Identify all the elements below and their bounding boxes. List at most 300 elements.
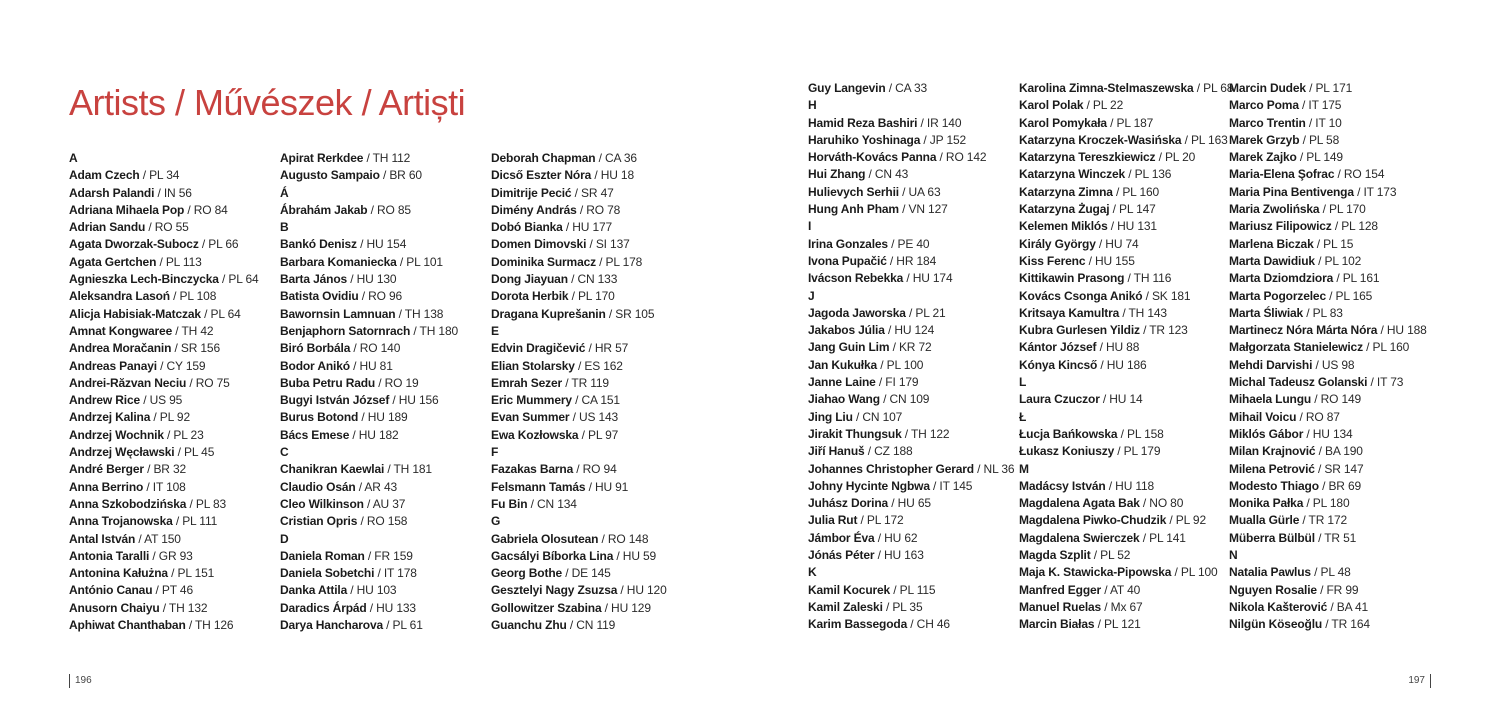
country-page-ref: / PL 149	[1296, 150, 1343, 165]
artist-name: Jagoda Jaworska	[808, 305, 906, 320]
artist-name: Dimény András	[491, 202, 577, 217]
artist-entry	[69, 358, 274, 375]
artist-entry	[491, 219, 696, 236]
artist-name: Julia Rut	[808, 513, 858, 528]
country-page-ref: / PL 179	[1114, 444, 1161, 459]
artist-name: Milan Krajnović	[1229, 444, 1316, 459]
country-page-ref: / PL 121	[1094, 617, 1141, 632]
artist-name: Gacsályi Bíborka Lina	[491, 548, 614, 563]
artist-name: Marco Poma	[1229, 98, 1299, 113]
artist-name: Kiss Ferenc	[1019, 253, 1086, 268]
artist-name: Alicja Habisiak-Matczak	[69, 306, 201, 321]
artist-entry	[1019, 322, 1224, 339]
country-page-ref: / PL 160	[1112, 184, 1160, 199]
artist-name: Edvin Dragičević	[491, 341, 586, 356]
artist-entry	[491, 409, 696, 426]
artist-name: Hulievych Serhii	[808, 184, 899, 199]
artist-name: Antonina Kałużna	[69, 566, 168, 581]
country-page-ref: / PL 136	[1125, 167, 1172, 182]
artist-entry	[1019, 616, 1224, 633]
country-page-ref: / PL 170	[1319, 202, 1366, 217]
country-page-ref: / BA 41	[1327, 599, 1369, 614]
country-page-ref: / RO 84	[184, 202, 228, 217]
country-page-ref: / AT 40	[1101, 582, 1141, 597]
artist-entry	[1019, 582, 1224, 599]
country-page-ref: / CA 33	[885, 81, 928, 95]
country-page-ref: / TR 123	[1139, 323, 1188, 338]
country-page-ref: / PL 113	[156, 254, 202, 269]
artist-entry	[1229, 409, 1434, 426]
country-page-ref: / HU 65	[888, 496, 931, 511]
artist-entry	[808, 132, 1013, 149]
country-page-ref: / RO 55	[145, 220, 189, 235]
country-page-ref: / RO 87	[1296, 409, 1340, 424]
artist-entry	[1229, 530, 1434, 547]
country-page-ref: / RO 96	[358, 289, 403, 304]
country-page-ref: / RO 94	[573, 462, 617, 477]
index-letter: H	[808, 98, 817, 113]
artist-entry	[1229, 218, 1434, 235]
artist-name: António Canau	[69, 583, 153, 598]
artist-name: Andrew Rice	[69, 393, 141, 408]
artist-entry	[808, 374, 1013, 391]
artist-entry	[808, 409, 1013, 426]
artist-name: Jang Guin Lim	[808, 340, 890, 355]
artist-name: Bankó Denisz	[280, 237, 357, 252]
country-page-ref: / HU 59	[613, 548, 657, 563]
artist-name: Andreas Panayi	[69, 358, 157, 373]
artist-entry	[1229, 443, 1434, 460]
artist-name: Michal Tadeusz Golanski	[1229, 375, 1368, 390]
artist-name: Karim Bassegoda	[808, 617, 908, 632]
artist-name: Maria-Elena Şofrac	[1229, 167, 1335, 182]
artist-entry	[808, 547, 1013, 564]
artist-name: Małgorzata Stanielewicz	[1229, 340, 1363, 355]
artist-name: Deborah Chapman	[491, 151, 596, 165]
artist-name: Monika Pałka	[1229, 496, 1304, 511]
artist-entry	[280, 340, 485, 357]
artist-entry	[1229, 426, 1434, 443]
index-letter: Á	[280, 185, 289, 200]
artist-name: Anna Trojanowska	[69, 514, 173, 529]
artist-entry	[69, 496, 274, 513]
country-page-ref: / PL 128	[1331, 219, 1378, 234]
artist-name: Nguyen Rosalie	[1229, 582, 1317, 597]
country-page-ref: / TR 51	[1314, 530, 1357, 545]
country-page-ref: / RO 19	[375, 375, 419, 390]
country-page-ref: / TH 132	[159, 600, 208, 615]
index-letter: Ł	[1019, 409, 1027, 424]
country-page-ref: / SR 147	[1314, 461, 1364, 476]
country-page-ref: / GR 93	[149, 548, 193, 563]
artist-name: Karol Polak	[1019, 98, 1084, 113]
country-page-ref: / HU 14	[1099, 392, 1143, 407]
artist-entry	[808, 478, 1013, 495]
artist-entry	[491, 236, 696, 253]
artist-entry	[1229, 339, 1434, 356]
artist-entry	[1229, 305, 1434, 322]
country-page-ref: / PL 111	[172, 514, 218, 529]
country-page-ref: / CN 107	[852, 409, 903, 424]
country-page-ref: / IT 178	[374, 566, 417, 581]
country-page-ref: / TH 126	[185, 618, 234, 633]
artist-entry	[491, 306, 696, 323]
artist-name: Elian Stolarsky	[491, 358, 575, 373]
artist-entry	[491, 496, 696, 513]
artist-entry	[491, 479, 696, 496]
artist-entry	[1019, 547, 1224, 564]
country-page-ref: / HU 91	[585, 479, 629, 494]
artist-name: Miklós Gábor	[1229, 426, 1304, 441]
artist-entry	[808, 322, 1013, 339]
artist-name: Marta Śliwiak	[1229, 305, 1304, 320]
artist-entry	[1229, 391, 1434, 408]
artist-name: Hamid Reza Bashiri	[808, 115, 918, 130]
artist-entry	[1019, 305, 1224, 322]
artist-entry	[280, 358, 485, 375]
artist-entry	[1229, 599, 1434, 616]
artist-entry	[808, 115, 1013, 132]
artist-entry	[491, 185, 696, 202]
artist-column-5	[1019, 80, 1234, 634]
artist-name: Cristian Opris	[280, 514, 358, 529]
country-page-ref: / PL 23	[163, 427, 204, 442]
artist-entry	[280, 461, 485, 478]
country-page-ref: / RO 75	[186, 375, 230, 390]
country-page-ref: / PL 160	[1362, 340, 1410, 355]
artist-entry	[1019, 339, 1224, 356]
country-page-ref: / CY 159	[156, 358, 206, 373]
country-page-ref: / TH 138	[395, 306, 444, 321]
artist-entry	[1229, 253, 1434, 270]
artist-entry	[280, 167, 485, 184]
artist-name: Andrzej Wochnik	[69, 427, 164, 442]
artist-name: Kamil Kocurek	[808, 582, 891, 597]
artist-entry	[69, 531, 274, 548]
artist-entry	[808, 270, 1013, 287]
index-letter: N	[1229, 548, 1238, 563]
artist-entry	[1019, 253, 1224, 270]
artist-entry	[1019, 599, 1224, 616]
artist-entry	[1229, 166, 1434, 183]
artist-entry	[1019, 149, 1224, 166]
page-number-right: 197	[1408, 674, 1431, 688]
country-page-ref: / PL 64	[200, 306, 241, 321]
artist-name: Eric Mummery	[491, 393, 572, 408]
country-page-ref: / TH 116	[1124, 271, 1172, 286]
artist-entry	[280, 479, 485, 496]
artist-entry	[491, 461, 696, 478]
artist-entry	[808, 512, 1013, 529]
country-page-ref: / PL 163	[1181, 132, 1228, 147]
country-page-ref: / TR 119	[562, 375, 609, 390]
artist-name: Emrah Sezer	[491, 375, 563, 390]
country-page-ref: / HR 184	[886, 253, 937, 268]
artist-name: Buba Petru Radu	[280, 375, 376, 390]
artist-entry	[808, 184, 1013, 201]
artist-name: Martinecz Nóra Márta Nóra	[1229, 323, 1378, 338]
country-page-ref: / PL 187	[1106, 115, 1154, 130]
country-page-ref: / VN 127	[898, 202, 948, 217]
artist-name: Dicső Eszter Nóra	[491, 168, 592, 183]
country-page-ref: / CN 43	[865, 167, 909, 182]
artist-name: Karolina Zimna-Stelmaszewska	[1019, 81, 1194, 95]
country-page-ref: / IN 56	[154, 185, 192, 200]
artist-name: Katarzyna Kroczek-Wasińska	[1019, 132, 1182, 147]
artist-entry	[1229, 149, 1434, 166]
artist-entry	[69, 600, 274, 617]
country-page-ref: / NL 36	[974, 461, 1015, 476]
artist-entry	[69, 375, 274, 392]
country-page-ref: / PL 68	[1193, 81, 1234, 95]
artist-name: Agnieszka Lech-Binczycka	[69, 272, 219, 287]
index-letter: F	[491, 445, 499, 460]
artist-entry	[280, 202, 485, 219]
artist-name: Anusorn Chaiyu	[69, 600, 160, 615]
artist-name: Janne Laine	[808, 375, 876, 390]
artist-name: Maria Zwolińska	[1229, 202, 1320, 217]
artist-entry	[69, 254, 274, 271]
country-page-ref: / TH 122	[901, 426, 950, 441]
country-page-ref: / PL 92	[1166, 513, 1206, 528]
country-page-ref: / SR 47	[571, 185, 614, 200]
country-page-ref: / PL 52	[1090, 548, 1131, 563]
artist-name: Maja K. Stawicka-Pipowska	[1019, 565, 1172, 580]
artist-name: Horváth-Kovács Panna	[808, 150, 937, 165]
artist-name: Claudio Osán	[280, 479, 356, 494]
artist-name: Andrea Moračanin	[69, 341, 172, 356]
artist-entry	[1019, 236, 1224, 253]
artist-entry	[808, 426, 1013, 443]
artist-name: Bugyi István József	[280, 393, 390, 408]
artist-entry	[1019, 80, 1234, 97]
artist-entry	[1229, 184, 1434, 201]
country-page-ref: / TH 143	[1119, 305, 1167, 320]
artist-entry	[1229, 115, 1434, 132]
artist-entry	[1019, 115, 1224, 132]
artist-entry	[280, 271, 485, 288]
artist-entry	[1229, 80, 1434, 97]
artist-name: Aleksandra Lasoń	[69, 289, 170, 304]
artist-entry	[69, 340, 274, 357]
artist-name: Biró Borbála	[280, 341, 351, 356]
country-page-ref: / HU 120	[617, 583, 667, 598]
country-page-ref: / HU 174	[903, 271, 953, 286]
country-page-ref: / HR 57	[585, 341, 629, 356]
country-page-ref: / PL 101	[396, 254, 443, 269]
country-page-ref: / HU 133	[366, 600, 416, 615]
artist-name: Barbara Komaniecka	[280, 254, 397, 269]
artist-name: Laura Czuczor	[1019, 392, 1100, 407]
country-page-ref: / SI 137	[586, 237, 630, 252]
country-page-ref: / TH 181	[384, 462, 432, 477]
artist-name: Georg Bothe	[491, 566, 563, 581]
artist-name: Kántor József	[1019, 340, 1097, 355]
artist-entry	[808, 391, 1013, 408]
artist-name: Király György	[1019, 236, 1096, 251]
artist-entry	[280, 496, 485, 513]
artist-entry	[808, 443, 1013, 460]
artist-name: Nikola Kašterović	[1229, 599, 1328, 614]
artist-column-4	[808, 80, 1013, 634]
page-number-left: 196	[69, 674, 92, 688]
artist-name: Dimitrije Pecić	[491, 185, 572, 200]
artist-column-2	[280, 150, 485, 634]
country-page-ref: / TH 180	[410, 323, 459, 338]
artist-entry	[69, 548, 274, 565]
artist-entry	[491, 617, 696, 634]
country-page-ref: / CA 36	[595, 151, 637, 165]
artist-name: Guanchu Zhu	[491, 618, 567, 633]
artist-entry	[808, 253, 1013, 270]
artist-name: Mehdi Darvishi	[1229, 357, 1313, 372]
country-page-ref: / TR 164	[1322, 617, 1370, 632]
artist-name: Karol Pomykała	[1019, 115, 1107, 130]
country-page-ref: / HU 189	[358, 410, 408, 425]
artist-entry	[280, 548, 485, 565]
artist-name: Maria Pina Bentivenga	[1229, 184, 1354, 199]
country-page-ref: / PL 83	[186, 496, 227, 511]
artist-name: Marta Pogorzelec	[1229, 288, 1326, 303]
artist-name: Marcin Białas	[1019, 617, 1095, 632]
artist-name: Jing Liu	[808, 409, 853, 424]
artist-entry	[491, 600, 696, 617]
artist-name: Ábrahám Jakab	[280, 202, 368, 217]
artist-entry	[69, 288, 274, 305]
artist-entry	[280, 392, 485, 409]
country-page-ref: / PL 61	[383, 618, 423, 633]
artist-name: Kónya Kincső	[1019, 357, 1098, 372]
artist-name: Natalia Pawlus	[1229, 565, 1311, 580]
artist-entry	[69, 513, 274, 530]
index-letter: B	[280, 220, 289, 235]
country-page-ref: / PL 22	[1083, 98, 1124, 113]
artist-entry	[1019, 201, 1224, 218]
artist-name: Jirakit Thungsuk	[808, 426, 902, 441]
artist-name: Manfred Egger	[1019, 582, 1102, 597]
artist-name: Kelemen Miklós	[1019, 219, 1108, 234]
artist-entry	[69, 167, 274, 184]
country-page-ref: / RO 85	[367, 202, 411, 217]
country-page-ref: / HU 74	[1095, 236, 1139, 251]
artist-name: Dong Jiayuan	[491, 272, 568, 287]
artist-column-6	[1229, 80, 1434, 634]
country-page-ref: / BR 60	[379, 168, 422, 183]
country-page-ref: / HU 131	[1107, 219, 1157, 234]
country-page-ref: / TR 172	[1299, 513, 1348, 528]
artist-name: Jakabos Júlia	[808, 323, 885, 338]
artist-name: Johannes Christopher Gerard	[808, 461, 974, 476]
country-page-ref: / PL 58	[1299, 132, 1340, 147]
artist-name: Andrei-Răzvan Neciu	[69, 375, 187, 390]
country-page-ref: / PL 180	[1303, 496, 1350, 511]
artist-entry	[808, 149, 1013, 166]
country-page-ref: / HU 177	[562, 220, 613, 235]
artist-name: Dorota Herbik	[491, 289, 569, 304]
country-page-ref: / IT 108	[143, 479, 186, 494]
artist-entry	[808, 166, 1013, 183]
artist-name: Adriana Mihaela Pop	[69, 202, 185, 217]
index-letter: I	[808, 219, 812, 234]
artist-entry	[1229, 512, 1434, 529]
artist-name: Barta János	[280, 272, 348, 287]
artist-entry	[491, 392, 696, 409]
country-page-ref: / Mx 67	[1101, 599, 1143, 614]
country-page-ref: / HU 129	[601, 600, 651, 615]
artist-entry	[1019, 270, 1224, 287]
artist-name: Magdalena Swierczek	[1019, 530, 1140, 545]
country-page-ref: / PL 20	[1155, 150, 1196, 165]
country-page-ref: / TH 112	[363, 151, 411, 165]
index-letter: A	[69, 151, 78, 165]
artist-name: Kovács Csonga Anikó	[1019, 288, 1143, 303]
artist-name: Ivácson Rebekka	[808, 271, 904, 286]
country-page-ref: / PL 161	[1333, 271, 1380, 286]
country-page-ref: / BR 32	[143, 462, 187, 477]
country-page-ref: / RO 140	[350, 341, 401, 356]
artist-name: Jiří Hanuš	[808, 444, 865, 459]
page-title: Artists / Művészek / Artiști	[69, 82, 466, 123]
artist-entry	[280, 513, 485, 530]
right-page	[750, 0, 1500, 715]
country-page-ref: / HU 118	[1105, 478, 1155, 493]
country-page-ref: / FR 99	[1316, 582, 1359, 597]
country-page-ref: / PL 165	[1325, 288, 1373, 303]
artist-entry	[280, 236, 485, 253]
country-page-ref: / PL 170	[568, 289, 615, 304]
artist-name: Marek Grzyb	[1229, 132, 1300, 147]
artist-name: Magdalena Piwko-Chudzik	[1019, 513, 1167, 528]
artist-name: Łukasz Koniuszy	[1019, 444, 1115, 459]
artist-name: Jámbor Éva	[808, 530, 875, 545]
country-page-ref: / IT 175	[1298, 98, 1342, 113]
artist-name: Katarzyna Zimna	[1019, 184, 1113, 199]
artist-name: Burus Botond	[280, 410, 359, 425]
country-page-ref: / SK 181	[1142, 288, 1191, 303]
country-page-ref: / IT 73	[1367, 375, 1404, 390]
country-page-ref: / RO 158	[357, 514, 408, 529]
country-page-ref: / PL 108	[169, 289, 217, 304]
index-letter: J	[808, 288, 815, 303]
artist-entry	[69, 479, 274, 496]
country-page-ref: / PL 35	[882, 599, 923, 614]
artist-entry	[1019, 512, 1224, 529]
index-letter: G	[491, 514, 501, 529]
country-page-ref: / PL 66	[198, 237, 239, 252]
country-page-ref: / IT 145	[929, 478, 973, 493]
artist-name: Haruhiko Yoshinaga	[808, 132, 921, 147]
artist-entry	[808, 357, 1013, 374]
artist-name: Madácsy István	[1019, 478, 1106, 493]
artist-name: Nilgün Köseoğlu	[1229, 617, 1323, 632]
artist-name: Marlena Biczak	[1229, 236, 1314, 251]
artist-name: Anna Szkobodzińska	[69, 496, 187, 511]
artist-name: Bodor Anikó	[280, 358, 350, 373]
artist-entry	[69, 306, 274, 323]
country-page-ref: / RO 78	[576, 202, 621, 217]
artist-entry	[1229, 564, 1434, 581]
artist-entry	[1019, 478, 1224, 495]
country-page-ref: / PL 64	[218, 272, 259, 287]
artist-entry	[491, 167, 696, 184]
artist-name: Felsmann Tamás	[491, 479, 586, 494]
artist-name: Daniela Sobetchi	[280, 566, 375, 581]
artist-entry	[1019, 443, 1224, 460]
country-page-ref: / HU 182	[349, 427, 399, 442]
artist-name: Marco Trentin	[1229, 115, 1306, 130]
artist-name: Mualla Gürle	[1229, 513, 1300, 528]
artist-name: Bács Emese	[280, 427, 350, 442]
